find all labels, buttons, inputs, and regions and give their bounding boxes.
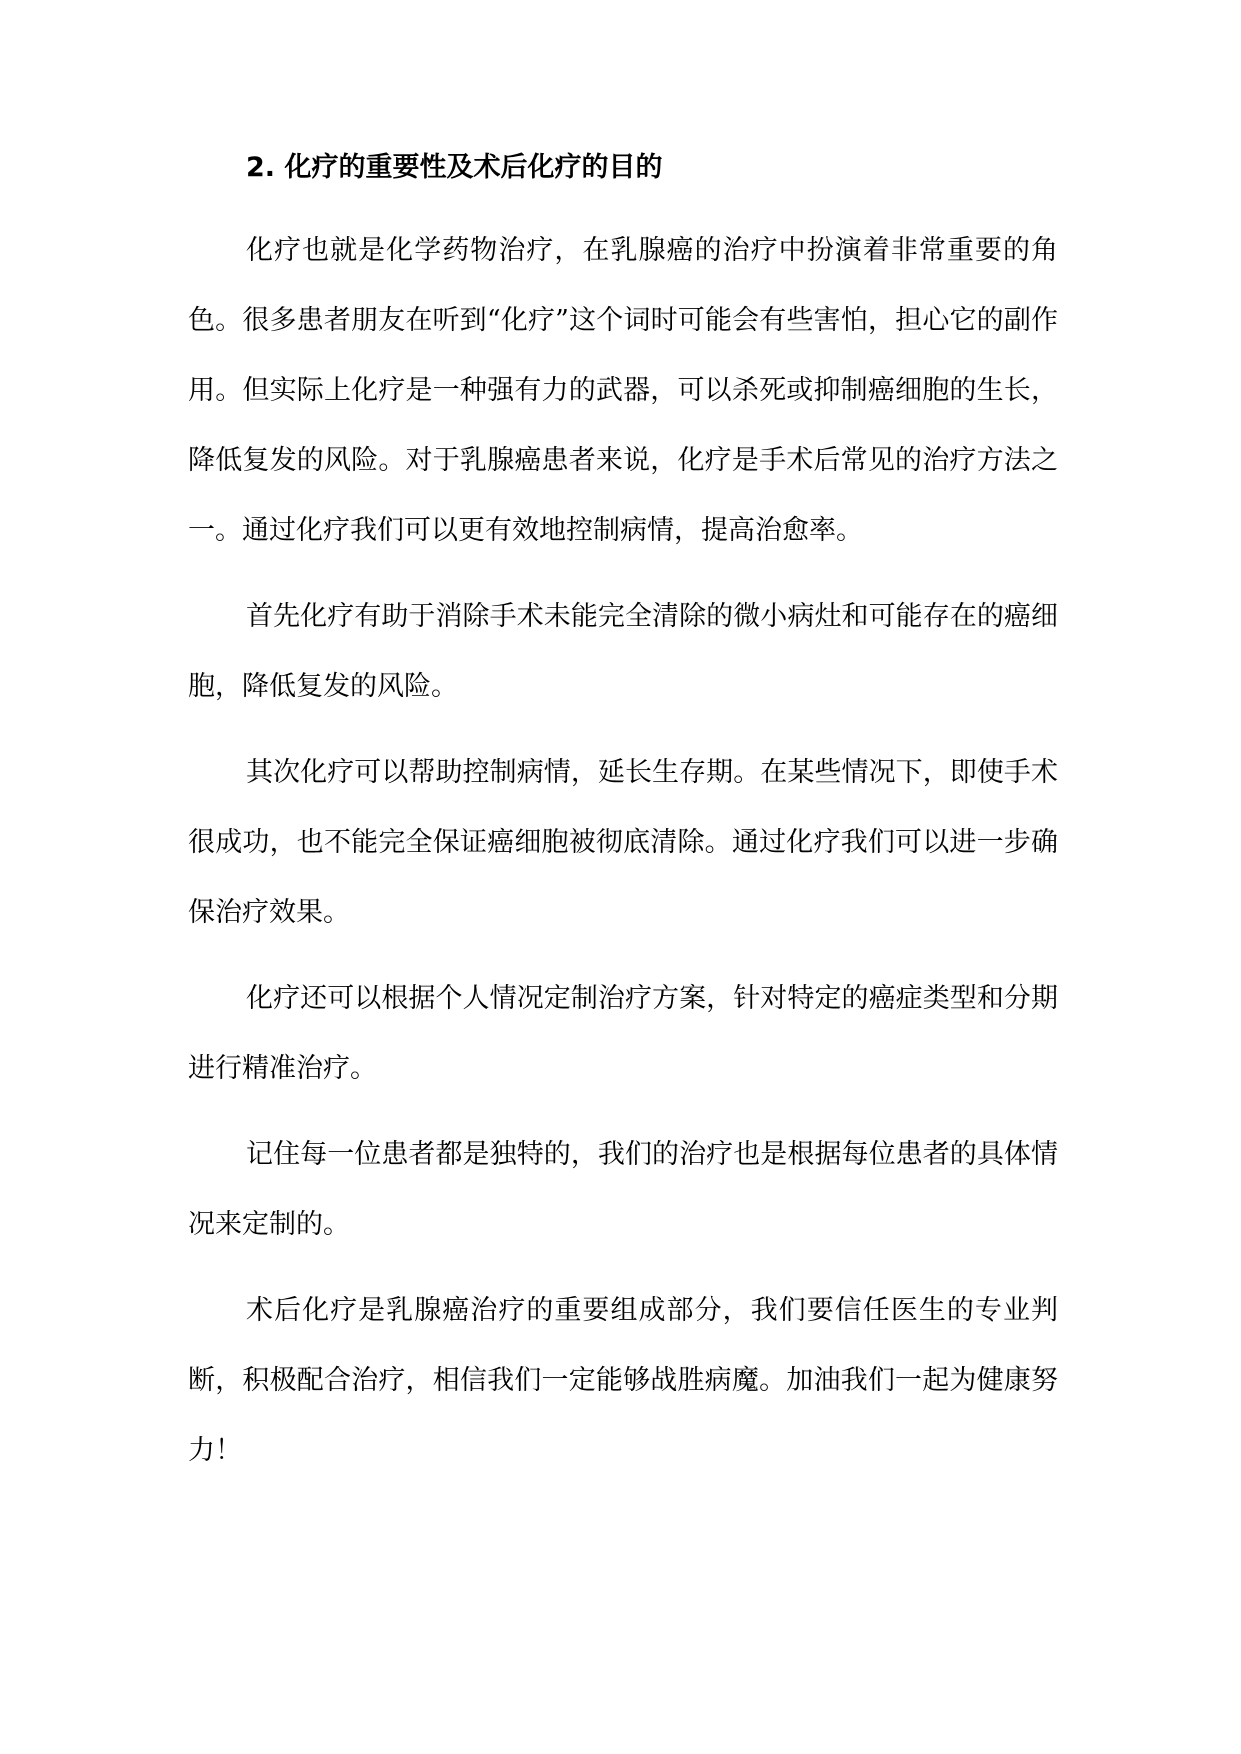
paragraph-first-reason: 首先化疗有助于消除手术未能完全清除的微小病灶和可能存在的癌细胞，降低复发的风险。: [188, 601, 1058, 702]
paragraph-importance-of-chemotherapy: 化疗也就是化学药物治疗，在乳腺癌的治疗中扮演着非常重要的角色。很多患者朋友在听到“化疗”这个词时可能会有些害怕，担心它的副作用。但实际上化疗是一种强有力的武器，可以杀死或抑制癌细胞的生长，降低复发的风险。对于乳腺癌患者来说，化疗是手术后常见的治疗方法之一。通过化疗我们可以更有效地控制病情，提高治愈率。: [188, 235, 1058, 546]
paragraph-personalized-treatment: 化疗还可以根据个人情况定制治疗方案，针对特定的癌症类型和分期进行精准治疗。: [188, 983, 1058, 1084]
paragraph-every-patient-unique: 记住每一位患者都是独特的，我们的治疗也是根据每位患者的具体情况来定制的。: [188, 1139, 1058, 1240]
section-heading: 2. 化疗的重要性及术后化疗的目的: [246, 152, 663, 183]
document-body: [188, 138, 1058, 1486]
paragraph-second-reason: 其次化疗可以帮助控制病情，延长生存期。在某些情况下，即使手术很成功，也不能完全保证癌细胞被彻底清除。通过化疗我们可以进一步确保治疗效果。: [188, 757, 1058, 928]
paragraph-conclusion: 术后化疗是乳腺癌治疗的重要组成部分，我们要信任医生的专业判断，积极配合治疗，相信我们一定能够战胜病魔。加油我们一起为健康努力！: [188, 1295, 1058, 1466]
